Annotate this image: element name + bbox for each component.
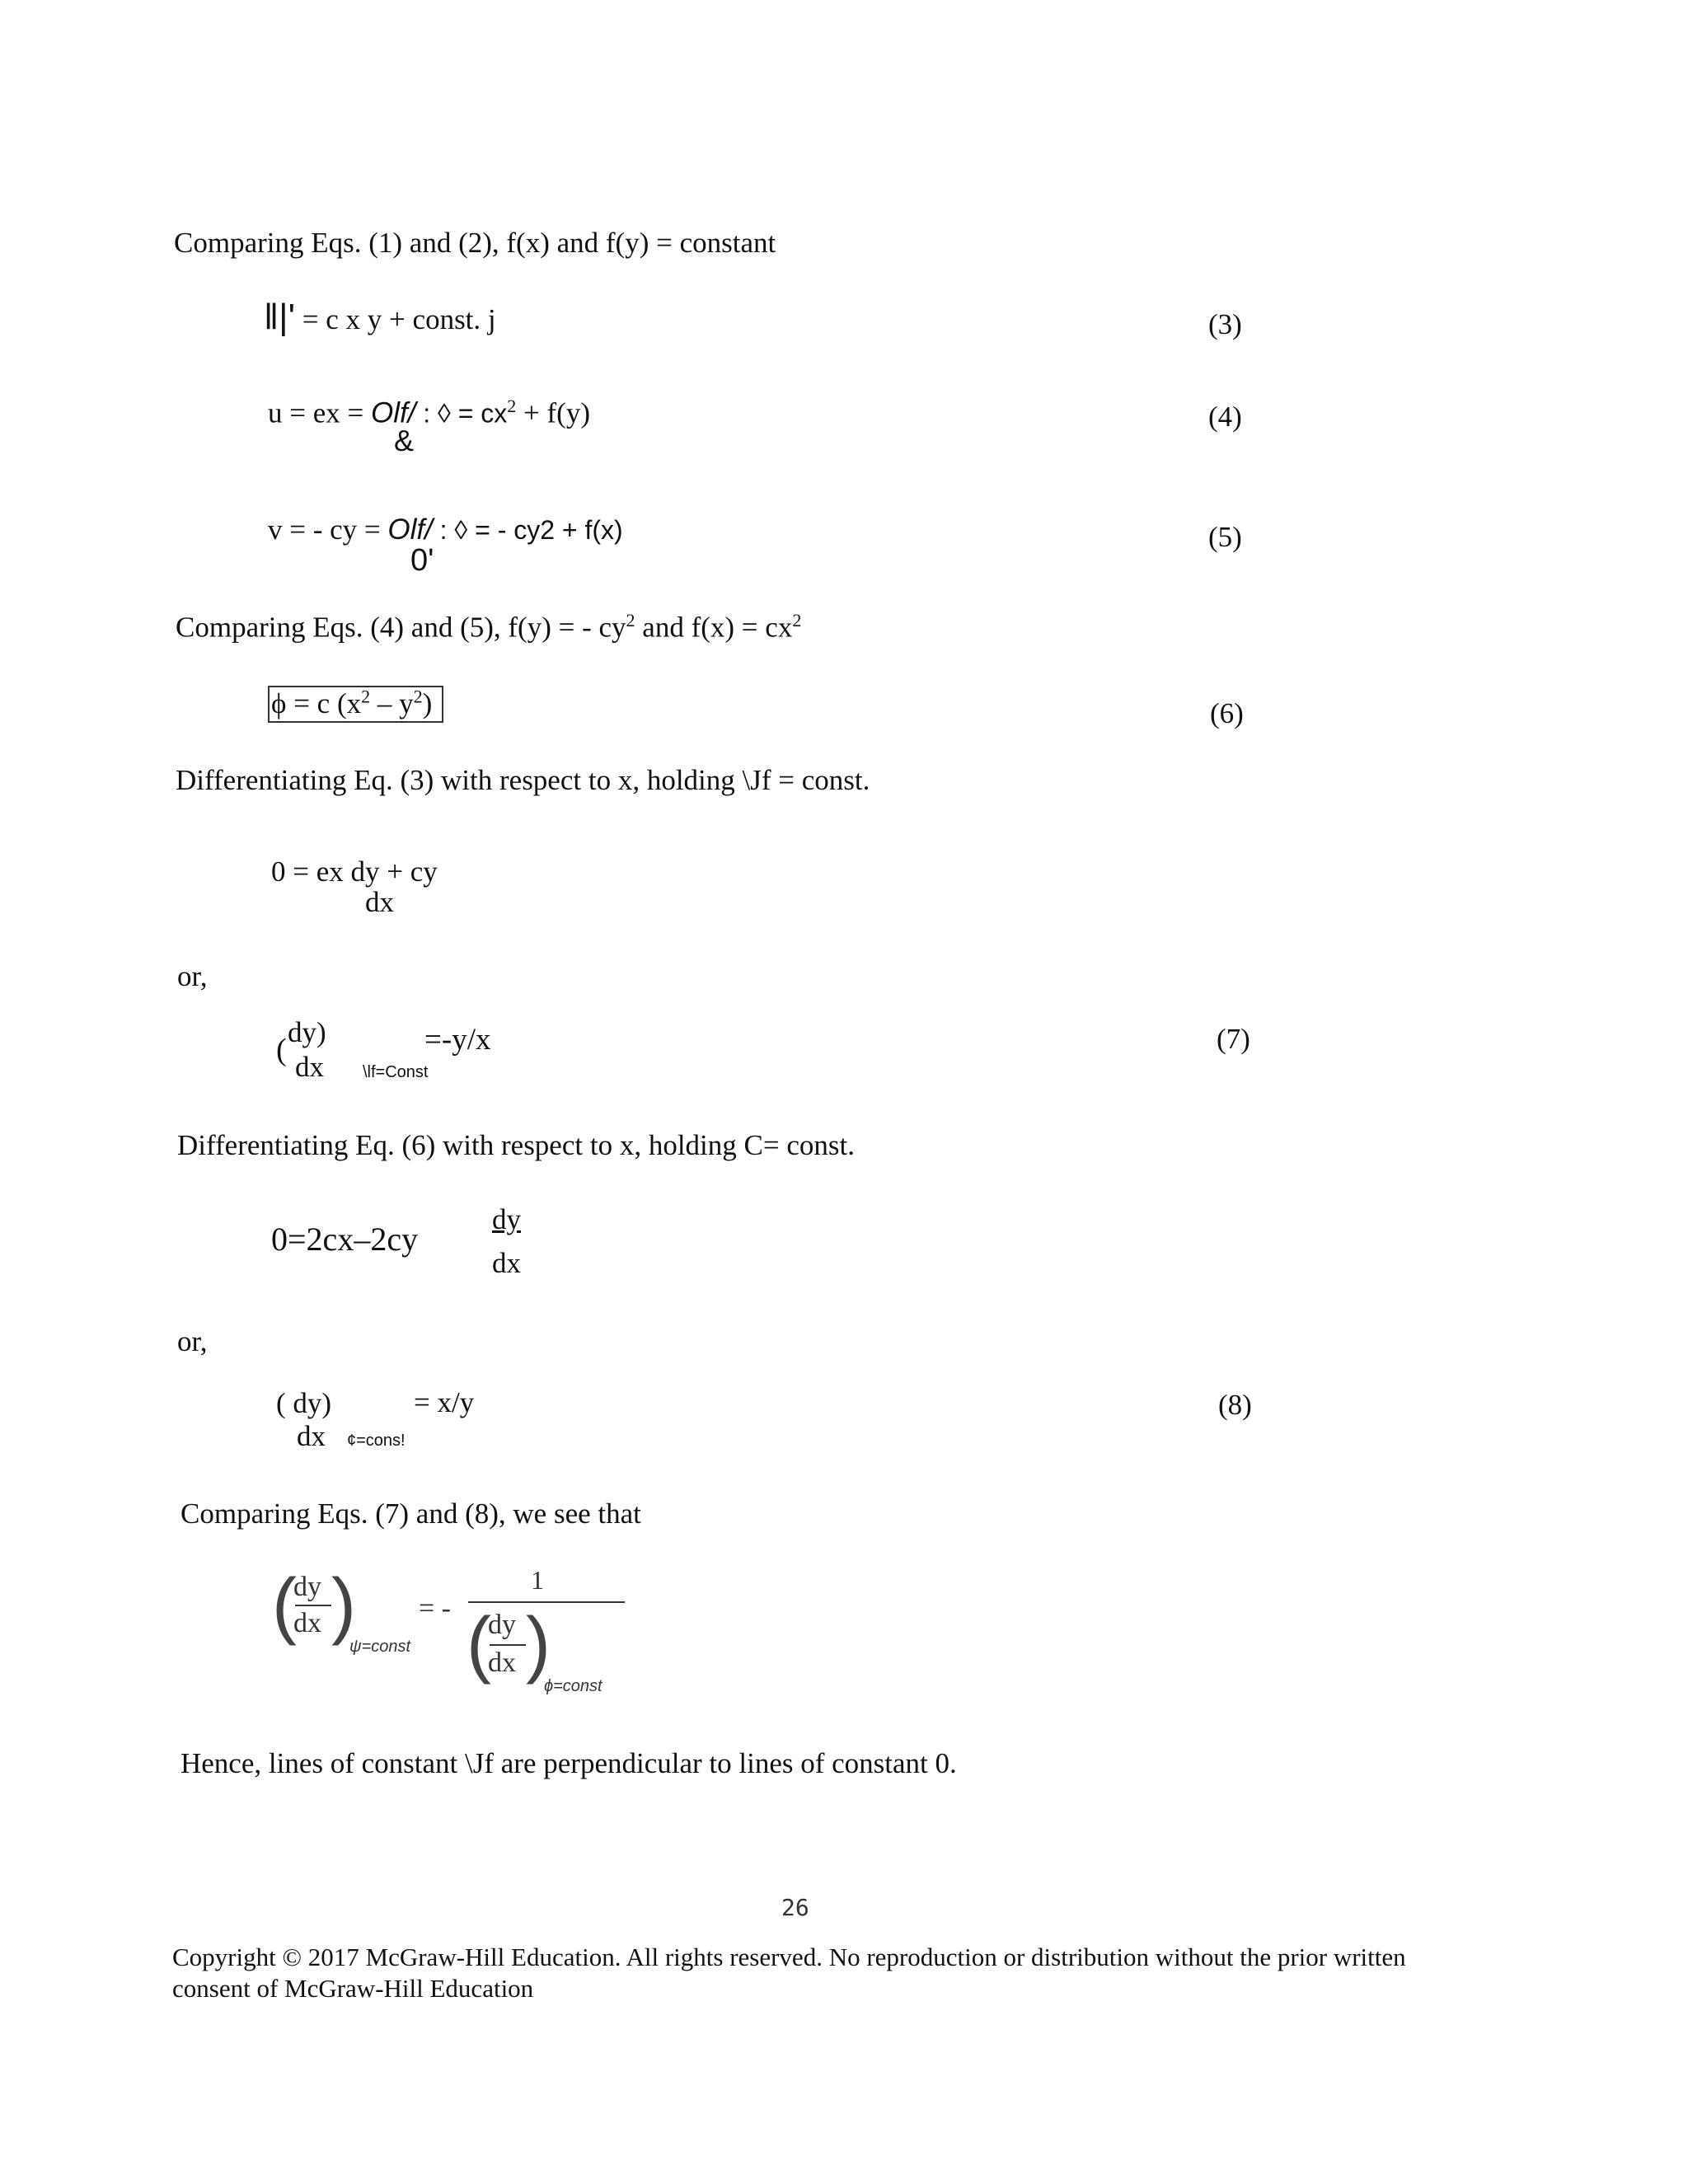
eq7-rhs: =-y/x (424, 1023, 491, 1057)
copyright-footer (172, 1942, 1406, 2004)
final-dx-1: dx (293, 1608, 321, 1638)
eq6-box (268, 686, 443, 723)
final-dy-1: dy (293, 1572, 321, 1602)
footer-line-2: consent of McGraw-Hill Education (172, 1974, 534, 2003)
text-line-comparing-7-8: Comparing Eqs. (7) and (8), we see that (181, 1497, 641, 1530)
eq8-dx: dx (297, 1420, 326, 1452)
derivative-equation-2-dy: dy (492, 1203, 521, 1235)
eq4-part-c: : ◊ = cx (423, 398, 508, 429)
derivative-equation-1: 0 = ex dy + cy (271, 855, 438, 888)
final-dx-2: dx (488, 1647, 516, 1678)
equation-5 (268, 513, 623, 546)
final-left-paren-open: ( (272, 1564, 297, 1647)
equation-6-boxed (268, 686, 443, 720)
eq8-dy: ( dy) (276, 1387, 332, 1419)
final-perpendicularity-equation (272, 1562, 618, 1710)
equation-number-5: (5) (1208, 521, 1242, 553)
eq4-superscript: 2 (507, 396, 517, 416)
final-dy-2: dy (488, 1610, 516, 1640)
eq8-subscript: ¢=cons! (347, 1432, 406, 1450)
derivative-equation-2-dx: dx (492, 1247, 521, 1279)
final-left-paren-close: ) (331, 1564, 356, 1647)
eq7-dy: dy) (288, 1016, 326, 1048)
line2-sup1: 2 (626, 610, 635, 630)
final-numerator-one: 1 (531, 1565, 544, 1595)
eq6-part-b: – y (370, 687, 414, 719)
eq7-paren: ( (276, 1033, 287, 1067)
final-subscript-psi: ψ=const (349, 1638, 411, 1656)
text-line-conclusion: Hence, lines of constant \Jf are perpendicular to lines of constant 0. (181, 1747, 957, 1779)
text-or-1: or, (177, 960, 208, 992)
line2-part-b: and f(x) = cx (635, 611, 793, 644)
eq4-part-d: + f(y) (516, 396, 590, 429)
equation-number-3: (3) (1208, 308, 1242, 340)
derivative-equation-1-dx: dx (365, 886, 394, 918)
text-line-comparing-4-5 (176, 610, 801, 644)
text-line-differentiating-6: Differentiating Eq. (6) with respect to x, holding C= const. (177, 1129, 855, 1161)
final-right-paren-close: ) (526, 1603, 551, 1685)
final-bar-1 (295, 1605, 331, 1606)
final-right-paren-open: ( (467, 1603, 491, 1685)
final-bar-2 (490, 1644, 526, 1646)
derivative-equation-2: 0=2cx–2cy (271, 1221, 419, 1258)
eq5-part-a: v = - cy = (268, 513, 388, 546)
footer-line-1: Copyright © 2017 McGraw-Hill Education. All rights reserved. No reproduction or distribution without the prior written (172, 1943, 1406, 1971)
page-number: 26 (781, 1894, 809, 1921)
eq4-part-a: u = ex = (268, 396, 372, 429)
eq6-part-a: ϕ = c (x (271, 687, 362, 719)
eq6-part-c: ) (422, 687, 433, 719)
text-or-2: or, (177, 1325, 208, 1357)
eq8-rhs: = x/y (414, 1386, 475, 1418)
text-line-differentiating-3: Differentiating Eq. (3) with respect to x, holding \Jf = const. (176, 764, 870, 796)
equation-number-8: (8) (1218, 1389, 1252, 1421)
eq3-psi-symbol: ǁ|' (264, 297, 296, 337)
line2-sup2: 2 (792, 610, 802, 630)
eq5-part-c: : ◊ = - cy2 + f(x) (439, 515, 623, 545)
eq5-under-mark: 0' (410, 543, 434, 578)
equation-number-6: (6) (1210, 697, 1244, 729)
eq4-part-b: Olf/ (371, 396, 416, 429)
equation-number-4: (4) (1208, 401, 1242, 433)
equation-3 (264, 297, 496, 338)
eq3-rhs: = c x y + const. j (302, 303, 496, 335)
eq6-sup2: 2 (413, 686, 423, 706)
line2-part-a: Comparing Eqs. (4) and (5), f(y) = - cy (176, 611, 626, 644)
eq7-subscript: \lf=Const (363, 1063, 429, 1081)
text-line-comparing-1-2: Comparing Eqs. (1) and (2), f(x) and f(y) = constant (174, 227, 776, 259)
final-equals-minus: = - (419, 1593, 451, 1624)
eq6-sup1: 2 (361, 686, 371, 706)
equation-number-7: (7) (1217, 1023, 1250, 1055)
equation-4 (268, 396, 590, 430)
eq7-dx: dx (295, 1051, 324, 1083)
eq4-under-mark: & (394, 424, 415, 457)
final-subscript-phi: ϕ=const (544, 1677, 603, 1695)
eq5-part-b: Olf/ (387, 513, 433, 546)
